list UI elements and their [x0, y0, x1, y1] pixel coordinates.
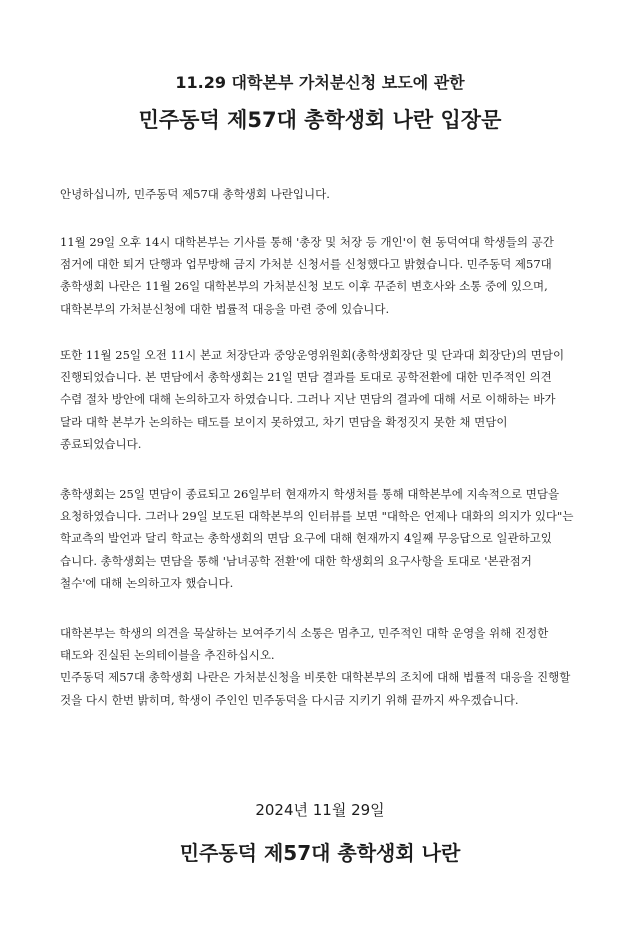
paragraph-line: 학교측의 발언과 달리 학교는 총학생회의 면담 요구에 대해 현재까지 4일째 무응답으로 일관하고있 — [60, 531, 552, 546]
paragraph-line: 습니다. 총학생회는 면담을 통해 '남녀공학 전환'에 대한 학생회의 요구사항을 토대로 '본관점거 — [60, 553, 532, 568]
paragraph-line: 총학생회 나란은 11월 26일 대학본부의 가처분신청 보도 이후 꾸준히 변호사와 소통 중에 있으며, — [60, 279, 548, 294]
paragraph-line: 또한 11월 25일 오전 11시 본교 처장단과 중앙운영위원회(총학생회장단 및 단과대 회장단)의 면담이 — [60, 348, 565, 362]
paragraph-line: 것을 다시 한번 밝히며, 학생이 주인인 민주동덕을 다시금 지키기 위해 끝까지 싸우겠습니다. — [60, 692, 519, 707]
paragraph-line: 11월 29일 오후 14시 대학본부는 기사를 통해 '총장 및 처장 등 개인'이 현 동덕여대 학생들의 공간 — [60, 235, 554, 249]
paragraph-line: 수렴 절차 방안에 대해 논의하고자 하였습니다. 그러나 지난 면담의 결과에 대해 서로 이해하는 바가 — [60, 392, 556, 407]
paragraph-meeting — [60, 344, 600, 455]
paragraph-demand — [60, 622, 600, 711]
document-subtitle: 11.29 대학본부 가처분신청 보도에 관한 — [175, 73, 465, 92]
paragraph-line: 점거에 대한 퇴거 단행과 업무방해 금지 가처분 신청서를 신청했다고 밝혔습니다. 민주동덕 제57대 — [60, 257, 552, 272]
paragraph-meeting-request — [60, 483, 600, 594]
paragraph-line: 종료되었습니다. — [60, 436, 142, 451]
paragraph-greeting — [60, 183, 600, 205]
paragraph-line: 달라 대학 본부가 논의하는 태도를 보이지 못하였고, 차기 면담을 확정짓지 못한 채 면담이 — [60, 414, 508, 429]
paragraph-line: 대학본부의 가처분신청에 대한 법률적 대응을 마련 중에 있습니다. — [60, 301, 390, 316]
paragraph-line: 대학본부는 학생의 의견을 묵살하는 보여주기식 소통은 멈추고, 민주적인 대학 운영을 위해 진정한 — [60, 626, 549, 640]
document-title: 민주동덕 제57대 총학생회 나란 입장문 — [138, 108, 502, 132]
paragraph-line: 민주동덕 제57대 총학생회 나란은 가처분신청을 비롯한 대학본부의 조치에 대해 법률적 대응을 진행할 — [60, 670, 571, 685]
paragraph-line: 총학생회는 25일 면담이 종료되고 26일부터 현재까지 학생처를 통해 대학본부에 지속적으로 면담을 — [60, 487, 560, 501]
paragraph-line: 진행되었습니다. 본 면담에서 총학생회는 21일 면담 결과를 토대로 공학전환에 대한 민주적인 의견 — [60, 370, 552, 385]
paragraph-injunction — [60, 231, 600, 320]
paragraph-line: 요청하였습니다. 그러나 29일 보도된 대학본부의 인터뷰를 보면 "대학은 언제나 대화의 의지가 있다"는 — [60, 509, 574, 524]
statement-signature: 민주동덕 제57대 총학생회 나란 — [179, 841, 461, 865]
paragraph-line: 태도와 진실된 논의테이블을 추진하십시오. — [60, 648, 275, 663]
paragraph-line: 안녕하십니까, 민주동덕 제57대 총학생회 나란입니다. — [60, 187, 330, 201]
paragraph-line: 철수'에 대해 논의하고자 했습니다. — [60, 575, 234, 590]
statement-date: 2024년 11월 29일 — [255, 801, 385, 819]
